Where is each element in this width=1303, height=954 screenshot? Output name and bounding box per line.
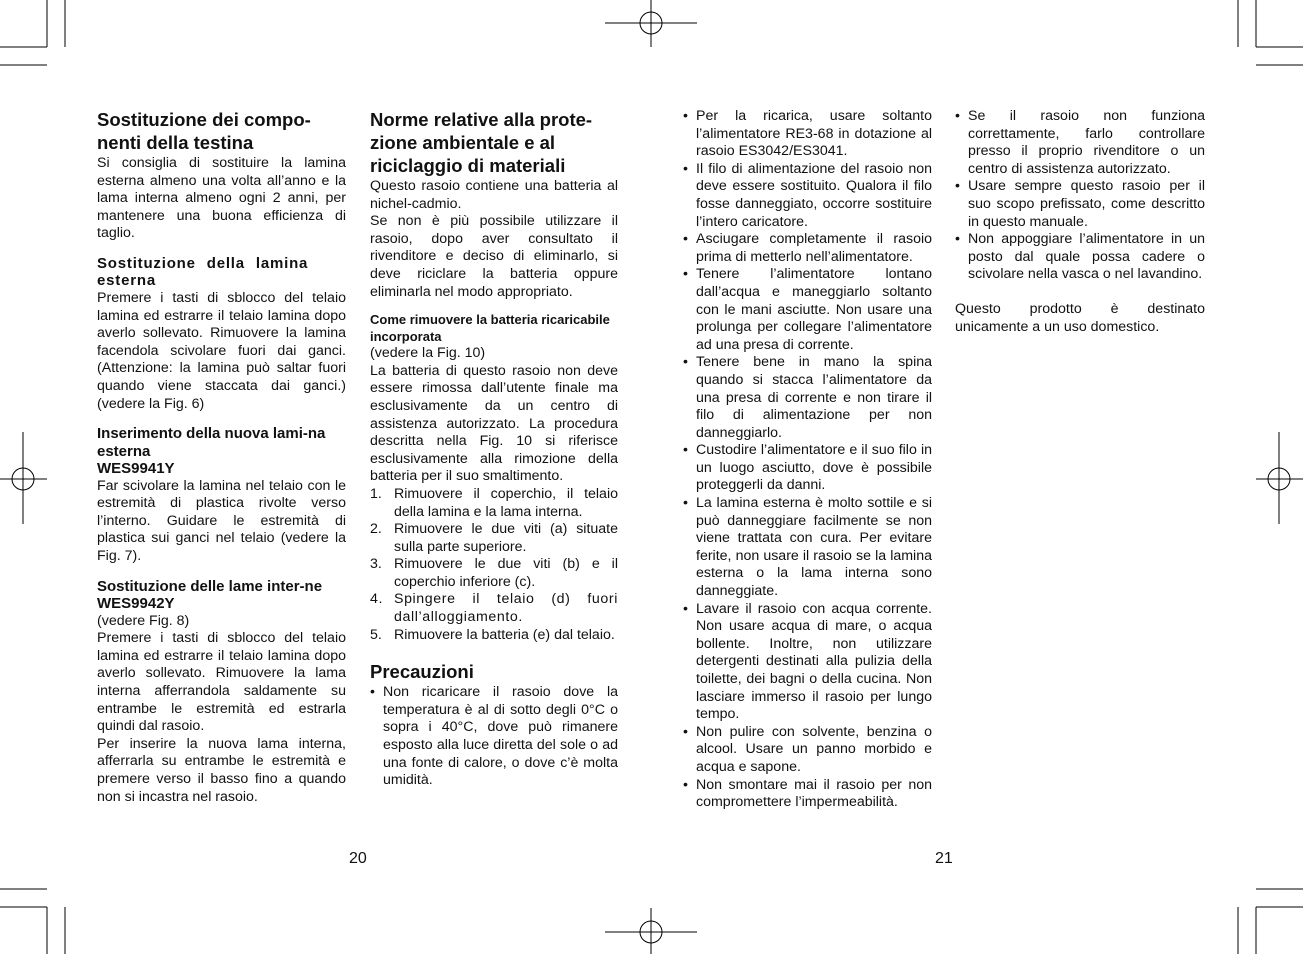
- bullet-list: [955, 108, 1205, 284]
- bullet-text: Per la ricarica, usare soltanto l’alimentatore RE3-68 in dotazione al rasoio ES3042/ES3041.: [696, 108, 932, 160]
- bullet-text: Lavare il rasoio con acqua corrente. Non usare acqua di mare, o acqua bollente. Inoltre, non utilizzare detergenti destinati alla pulizia della toilette, dei bagni o della cucina. Non lasciare immerso il rasoio per lungo tempo.: [696, 600, 932, 723]
- section-subtitle: Come rimuovere la batteria ricaricabile incorporata: [370, 312, 610, 345]
- bullet-text: Il filo di alimentazione del rasoio non deve essere sostituito. Qualora il filo fosse danneggiato, occorre sostituire l’intero caricatore.: [696, 160, 932, 230]
- paragraph: Si consiglia di sostituire la lamina esterna almeno una volta all’anno e la lama interna almeno ogni 2 anni, per mantenere una buona efficienza di taglio.: [97, 155, 346, 242]
- section-title: Sostituzione dei compo-nenti della testina: [97, 109, 311, 153]
- bullet-icon: •: [683, 495, 688, 512]
- bullet-icon: •: [955, 178, 960, 195]
- bullet-icon: •: [683, 776, 688, 793]
- step-number: 1.: [370, 485, 382, 502]
- list-item: [683, 231, 932, 266]
- closing-note: Questo prodotto è destinato unicamente a un uso domestico.: [955, 300, 1205, 335]
- bullet-text: Se il rasoio non funziona correttamente, farlo controllare presso il proprio rivenditore o un centro di assistenza autorizzato.: [968, 108, 1205, 177]
- section-subtitle: Sostituzione della lamina esterna: [97, 254, 309, 290]
- bullet-text: Asciugare completamente il rasoio prima di metterlo nell’alimentatore.: [696, 231, 932, 265]
- list-item: [955, 178, 1205, 231]
- step-text: Spingere il telaio (d) fuori dall’alloggiamento.: [394, 591, 618, 626]
- list-item: [955, 108, 1205, 178]
- bullet-text: Tenere bene in mano la spina quando si stacca l’alimentatore da una presa di corrente e non tirare il filo di alimentazione per non danneggiarlo.: [696, 354, 932, 441]
- bullet-text: Non ricaricare il rasoio dove la temperatura è al di sotto degli 0°C o sopra i 40°C, dove può rimanere esposto alla luce diretta del sole o ad una fonte di calore, o dove c’è molta umidità.: [383, 684, 618, 789]
- step-text: Rimuovere le due viti (b) e il coperchio inferiore (c).: [394, 556, 618, 590]
- paragraph: Se non è più possibile utilizzare il rasoio, dopo aver consultato il rivenditore e deciso di eliminarlo, si deve riciclare la batteria oppure eliminarla nel modo appropriato.: [370, 213, 618, 300]
- paragraph: Per inserire la nuova lama interna, afferrarla su entrambe le estremità e premere verso il basso fino a quando non si incastra nel rasoio.: [97, 735, 346, 805]
- step-text: Rimuovere le due viti (a) situate sulla parte superiore.: [394, 521, 618, 555]
- bullet-text: Usare sempre questo rasoio per il suo scopo prefissato, come descritto in questo manuale.: [968, 178, 1205, 230]
- paragraph: La batteria di questo rasoio non deve essere rimossa dall’utente finale ma esclusivamente da un centro di assistenza autorizzato. La procedura descritta nella Fig. 10 si riferisce esclusivamente alla rimozione della batteria per il suo smaltimento.: [370, 362, 618, 485]
- section-title: Norme relative alla prote-zione ambientale e al riciclaggio di materiali: [370, 109, 593, 176]
- left-page-column-2: [370, 108, 618, 790]
- step-number: 5.: [370, 626, 382, 643]
- paragraph: Questo rasoio contiene una batteria al nichel-cadmio.: [370, 178, 618, 212]
- list-item: [683, 777, 932, 812]
- step-number: 2.: [370, 521, 382, 538]
- bullet-icon: •: [683, 600, 688, 617]
- bullet-text: Custodire l’alimentatore e il suo filo in un luogo asciutto, dove è possibile proteggerli da danni.: [696, 442, 932, 494]
- model-code: WES9942Y: [97, 595, 175, 613]
- bullet-icon: •: [955, 231, 960, 248]
- bullet-icon: •: [683, 723, 688, 740]
- bullet-icon: •: [683, 108, 688, 124]
- bullet-icon: •: [683, 231, 688, 248]
- paragraph: Far scivolare la lamina nel telaio con le estremità di plastica rivolte verso l’interno. Guidare le estremità di plastica sui ganci nel telaio (vedere la Fig. 7).: [97, 477, 346, 564]
- list-item: [955, 231, 1205, 284]
- right-page-column-2: [955, 108, 1205, 336]
- right-page-column-1: [683, 108, 932, 812]
- paragraph: Premere i tasti di sblocco del telaio lamina ed estrarre il telaio lamina dopo averlo sollevato. Rimuovere la lamina facendola scivolare fuori dai ganci. (Attenzione: la lamina può saltar fuori quando viene staccata dai ganci.) (vedere la Fig. 6): [97, 289, 346, 412]
- list-item: [370, 684, 618, 790]
- paragraph: (vedere Fig. 8): [97, 612, 190, 629]
- step-number: 3.: [370, 556, 382, 573]
- list-item: [683, 724, 932, 777]
- section-subtitle: Inserimento della nuova lami-na esterna: [97, 425, 326, 460]
- step-text: Rimuovere la batteria (e) dal telaio.: [394, 626, 615, 643]
- list-item: [683, 354, 932, 442]
- model-code: WES9941Y: [97, 460, 175, 478]
- paragraph: Premere i tasti di sblocco del telaio lamina ed estrarre il telaio lamina dopo averlo sollevato. Rimuovere la lama interna afferrandola saldamente su entrambe le estremità ed estrarla quindi dal rasoio.: [97, 630, 346, 735]
- bullet-icon: •: [370, 684, 375, 701]
- left-page-column-1: [97, 108, 346, 806]
- bullet-icon: •: [683, 160, 688, 177]
- list-item: [683, 108, 932, 161]
- paragraph: (vedere la Fig. 10): [370, 345, 486, 362]
- bullet-icon: •: [955, 108, 960, 124]
- page-number: 20: [349, 850, 367, 867]
- step-text: Rimuovere il coperchio, il telaio della lamina e la lama interna.: [394, 485, 618, 520]
- section-title: Precauzioni: [370, 661, 474, 683]
- bullet-text: Tenere l’alimentatore lontano dall’acqua e maneggiarlo soltanto con le mani asciutte. Non usare una prolunga per collegare l’alimentatore ad una presa di corrente.: [696, 266, 932, 353]
- list-item: [683, 442, 932, 495]
- section-subtitle: Sostituzione delle lame inter-ne: [97, 577, 323, 595]
- list-item: [370, 556, 618, 591]
- list-item: [370, 591, 618, 626]
- step-number: 4.: [370, 591, 384, 608]
- page-number: 21: [935, 850, 953, 867]
- list-item: [370, 627, 618, 645]
- bullet-list: [370, 684, 618, 790]
- bullet-icon: •: [683, 442, 688, 459]
- bullet-text: La lamina esterna è molto sottile e si può danneggiare facilmente se non viene trattata con cura. Per evitare ferite, non usare il rasoio se la lamina esterna o la lama interna sono danneggiate.: [696, 495, 932, 600]
- bullet-list: [683, 108, 932, 812]
- list-item: [683, 601, 932, 724]
- bullet-text: Non smontare mai il rasoio per non compromettere l’impermeabilità.: [696, 776, 932, 811]
- bullet-text: Non appoggiare l’alimentatore in un posto dal quale possa cadere o scivolare nella vasca o nel lavandino.: [968, 231, 1205, 283]
- list-item: [370, 486, 618, 521]
- bullet-icon: •: [683, 266, 688, 283]
- list-item: [370, 521, 618, 556]
- list-item: [683, 266, 932, 354]
- steps-list: [370, 486, 618, 644]
- list-item: [683, 161, 932, 231]
- bullet-text: Non pulire con solvente, benzina o alcool. Usare un panno morbido e acqua e sapone.: [696, 723, 932, 775]
- bullet-icon: •: [683, 354, 688, 371]
- list-item: [683, 495, 932, 601]
